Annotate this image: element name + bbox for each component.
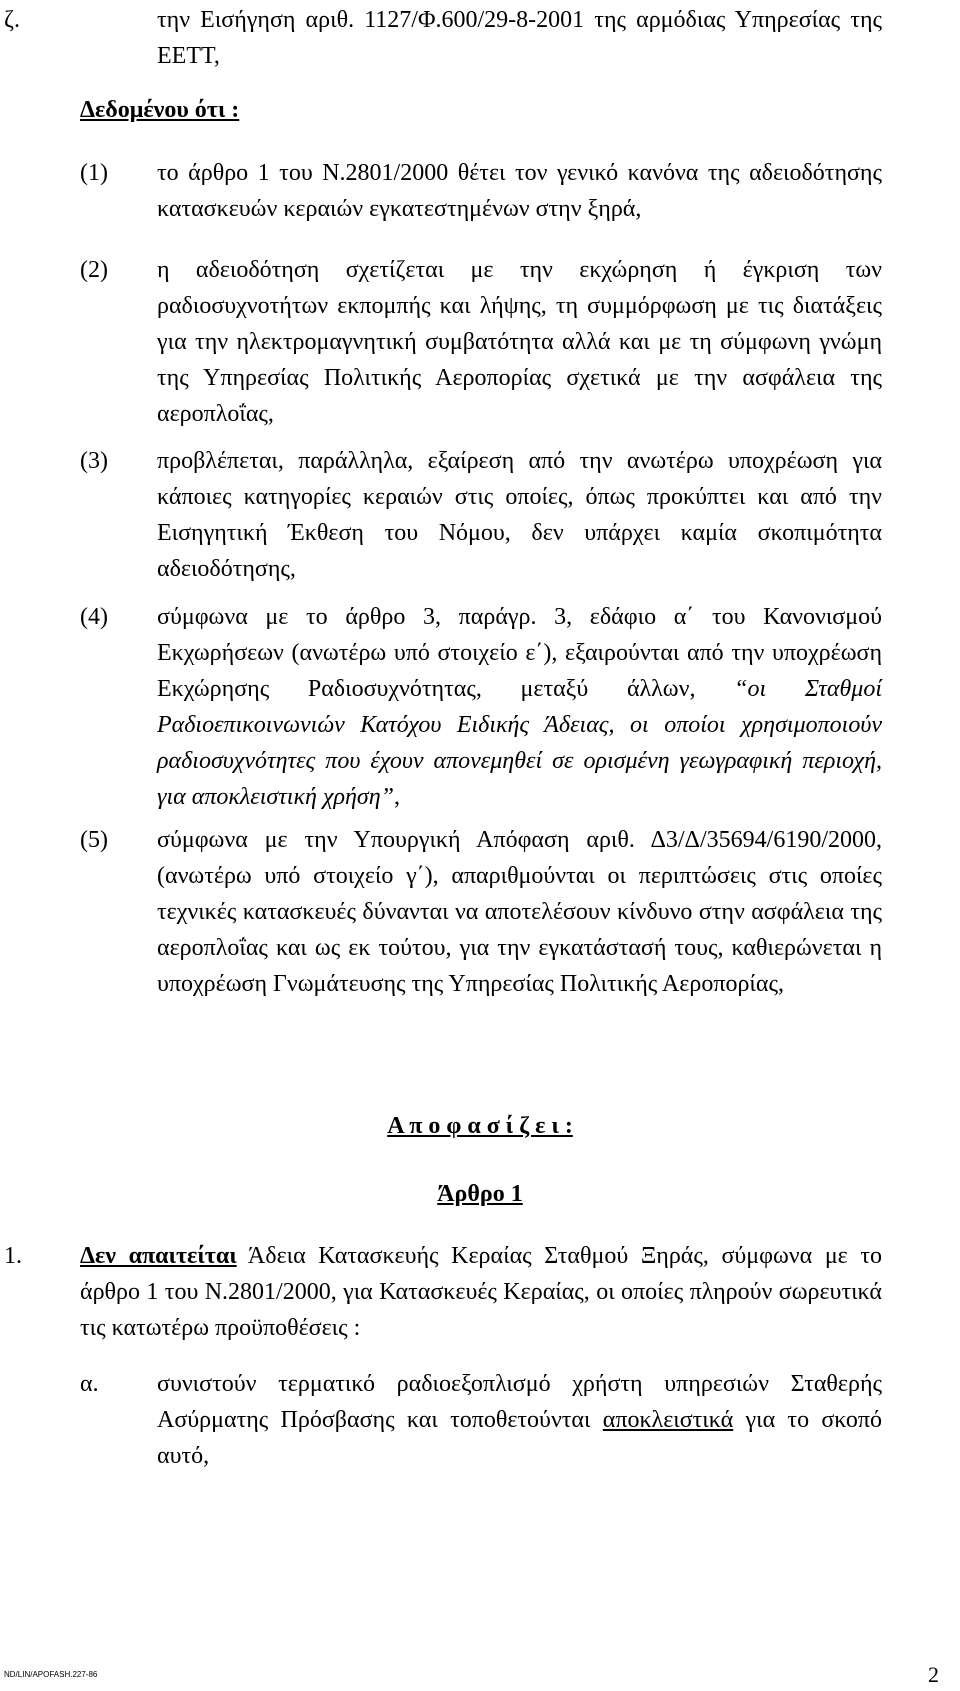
given-item-5-text: σύμφωνα με την Υπουργική Απόφαση αριθ. Δ3/Δ/35694/6190/2000, (ανωτέρω υπό στοιχείο γ΄), απαριθμούνται οι περιπτώσεις στις οποίες τεχνικές κατασκευές δύνανται να αποτελέσουν κίνδυνο στην ασφάλεια της αεροπλοΐας και ως εκ τούτου, για την εγκατάστασή τους, καθιερώνεται η υποχρέωση Γνωμάτευσης της Υπηρεσίας Πολιτικής Αεροπορίας, [157, 827, 882, 997]
article-heading-wrap [0, 1176, 960, 1212]
given-item-4-number: (4) [80, 604, 108, 630]
given-item-4-plain: σύμφωνα με το άρθρο 3, παράγρ. 3, εδάφιο α΄ του Κανονισμού Εκχωρήσεων (ανωτέρω υπό στοιχείο ε΄), εξαιρούνται από την υποχρέωση Εκχώρησης Ραδιοσυχνότητας, μεταξύ άλλων, [157, 604, 882, 702]
sub-item-text-after: για το σκοπό αυτό, [157, 1407, 882, 1469]
given-heading: Δεδομένου ότι : [80, 97, 240, 123]
sub-item-number: α. [80, 1371, 99, 1397]
footer-code: ND/LIN/APOFASH.227-86 [4, 1670, 98, 1679]
decides-heading: Α π ο φ α σ ί ζ ε ι : [387, 1113, 573, 1139]
sub-item-text [157, 1366, 882, 1474]
sub-item-text-before: συνιστούν τερματικό ραδιοεξοπλισμό χρήστη υπηρεσιών Σταθερής Ασύρματης Πρόσβασης και τοποθετούνται [157, 1371, 882, 1433]
article-heading: Άρθρο 1 [437, 1181, 523, 1207]
article-item-lead: Δεν απαιτείται [80, 1243, 237, 1269]
article-item-number: 1. [4, 1243, 22, 1269]
item-z-number: ζ. [4, 7, 20, 33]
given-item-3-text: προβλέπεται, παράλληλα, εξαίρεση από την ανωτέρω υποχρέωση για κάποιες κατηγορίες κεραιών στις οποίες, όπως προκύπτει και από την Εισηγητική Έκθεση του Νόμου, δεν υπάρχει καμία σκοπιμότητα αδειοδότησης, [157, 448, 882, 582]
decides-heading-wrap [0, 1108, 960, 1144]
article-item-body: Άδεια Κατασκευής Κεραίας Σταθμού Ξηράς, σύμφωνα με το άρθρο 1 του Ν.2801/2000, για Κατασκευές Κεραίας, οι οποίες πληρούν σωρευτικά τις κατωτέρω προϋποθέσεις : [80, 1243, 882, 1341]
article-item-text [80, 1238, 882, 1346]
given-item-1-number: (1) [80, 160, 108, 186]
item-z-text: την Εισήγηση αριθ. 1127/Φ.600/29-8-2001 της αρμόδιας Υπηρεσίας της ΕΕΤΤ, [157, 7, 882, 69]
sub-item-underlined: αποκλειστικά [602, 1407, 734, 1433]
given-item-4-text [157, 599, 882, 815]
given-item-4-tail: , [393, 784, 400, 810]
given-item-4-quote: “οι Σταθμοί Ραδιοεπικοινωνιών Κατόχου Ειδικής Άδειας, οι οποίοι χρησιμοποιούν ραδιοσυχνότητες που έχουν απονεμηθεί σε ορισμένη γεωγραφική περιοχή, για αποκλειστική χρήση” [157, 676, 882, 810]
given-item-1-text: το άρθρο 1 του Ν.2801/2000 θέτει τον γενικό κανόνα της αδειοδότησης κατασκευών κεραιών εγκατεστημένων στην ξηρά, [157, 160, 882, 222]
page-number: 2 [928, 1662, 939, 1687]
given-item-2-text: η αδειοδότηση σχετίζεται με την εκχώρηση ή έγκριση των ραδιοσυχνοτήτων εκπομπής και λήψης, τη συμμόρφωση με τις διατάξεις για την ηλεκτρομαγνητική συμβατότητα αλλά και με τη σύμφωνη γνώμη της Υπηρεσίας Πολιτικής Αεροπορίας σχετικά με την ασφάλεια της αεροπλοΐας, [157, 257, 882, 427]
given-item-2-number: (2) [80, 257, 108, 283]
given-item-3-number: (3) [80, 448, 108, 474]
given-item-5-number: (5) [80, 827, 108, 853]
